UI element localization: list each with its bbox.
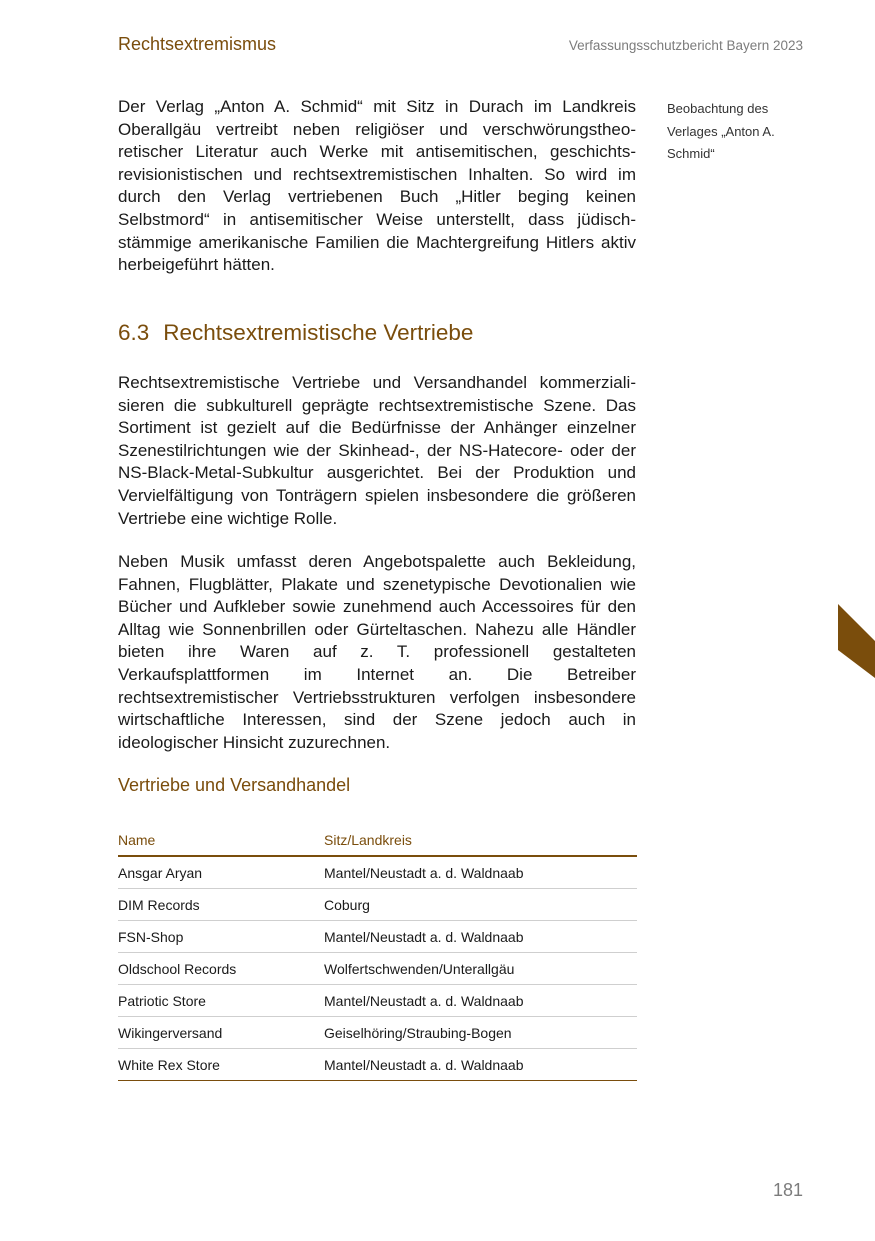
cell-location: Wolfertschwenden/Unterallgäu bbox=[324, 953, 637, 985]
table-header-row bbox=[118, 824, 637, 856]
section-heading bbox=[118, 320, 473, 346]
section-title: Rechtsextremistische Vertriebe bbox=[163, 320, 474, 345]
cell-location: Mantel/Neustadt a. d. Waldnaab bbox=[324, 985, 637, 1017]
section-number: 6.3 bbox=[118, 320, 150, 345]
cell-name: Wikingerversand bbox=[118, 1017, 324, 1049]
cell-name: DIM Records bbox=[118, 889, 324, 921]
cell-name: Patriotic Store bbox=[118, 985, 324, 1017]
thumb-tab-shape bbox=[838, 604, 875, 678]
cell-location: Mantel/Neustadt a. d. Waldnaab bbox=[324, 921, 637, 953]
cell-location: Geiselhöring/Straubing-Bogen bbox=[324, 1017, 637, 1049]
margin-note: Beobachtung des Verlages „Anton A. Schmid“ bbox=[667, 101, 775, 161]
table-row bbox=[118, 953, 637, 985]
cell-name: Ansgar Aryan bbox=[118, 856, 324, 889]
chapter-thumb-tab bbox=[838, 604, 875, 678]
publication-title: Verfassungsschutzbericht Bayern 2023 bbox=[568, 38, 803, 53]
column-header-name: Name bbox=[118, 824, 324, 856]
cell-location: Coburg bbox=[324, 889, 637, 921]
intro-paragraph: Der Verlag „Anton A. Schmid“ mit Sitz in Durach im Landkreis Oberallgäu vertreibt neben religiöser und verschwörungstheoretischer Literatur auch Werke mit antisemitischen, geschichtsrevisionistischen und rechtsextremistischen Inhalten. So wird im durch den Verlag vertriebenen Buch „Hitler beging keinen Selbstmord“ in antisemitischer Weise unterstellt, dass jüdischstämmige amerikanische Familien die Machtergreifung Hitlers aktiv herbeigeführt hätten. bbox=[118, 97, 636, 275]
page-number: 181 bbox=[772, 1180, 803, 1200]
section-paragraph: Neben Musik umfasst deren Angebotspalette auch Bekleidung, Fahnen, Flugblätter, Plakate und szenetypische Devotionalien wie Bücher und Aufkleber sowie zunehmend auch Accessoires für den Alltag wie Sonnenbrillen oder Gürteltaschen. Nahezu alle Händler bieten ihre Waren auf z. T. professionell gestalteten Verkaufsplattformen im Internet an. Die Betreiber rechtsextremistischer Vertriebsstrukturen verfolgen insbesondere wirtschaftliche Interessen, sind der Szene jedoch auch in ideologischer Hinsicht zuzurechnen. bbox=[118, 552, 636, 752]
cell-name: Oldschool Records bbox=[118, 953, 324, 985]
table-row bbox=[118, 985, 637, 1017]
column-header-location: Sitz/Landkreis bbox=[324, 824, 637, 856]
cell-location: Mantel/Neustadt a. d. Waldnaab bbox=[324, 856, 637, 889]
distributors-table bbox=[118, 824, 637, 1081]
table-title: Vertriebe und Versandhandel bbox=[118, 775, 351, 795]
table-row bbox=[118, 921, 637, 953]
table-row bbox=[118, 1017, 637, 1049]
table-row bbox=[118, 889, 637, 921]
section-paragraph: Rechtsextremistische Vertriebe und Versandhandel kommerzialisieren die subkulturell geprägte rechtsextremistische Szene. Das Sortiment ist gezielt auf die Bedürfnisse der Anhänger einzelner Szenestilrichtungen wie der Skinhead-, der NS-Hatecore- oder der NS-Black-Metal-Subkultur ausgerichtet. Bei der Produktion und Vervielfältigung von Tonträgern spielen insbesondere die größeren Vertriebe eine wichtige Rolle. bbox=[118, 373, 636, 528]
table-row bbox=[118, 1049, 637, 1081]
cell-name: White Rex Store bbox=[118, 1049, 324, 1081]
table-row bbox=[118, 856, 637, 889]
cell-name: FSN-Shop bbox=[118, 921, 324, 953]
cell-location: Mantel/Neustadt a. d. Waldnaab bbox=[324, 1049, 637, 1081]
chapter-title: Rechtsextremismus bbox=[118, 34, 277, 54]
